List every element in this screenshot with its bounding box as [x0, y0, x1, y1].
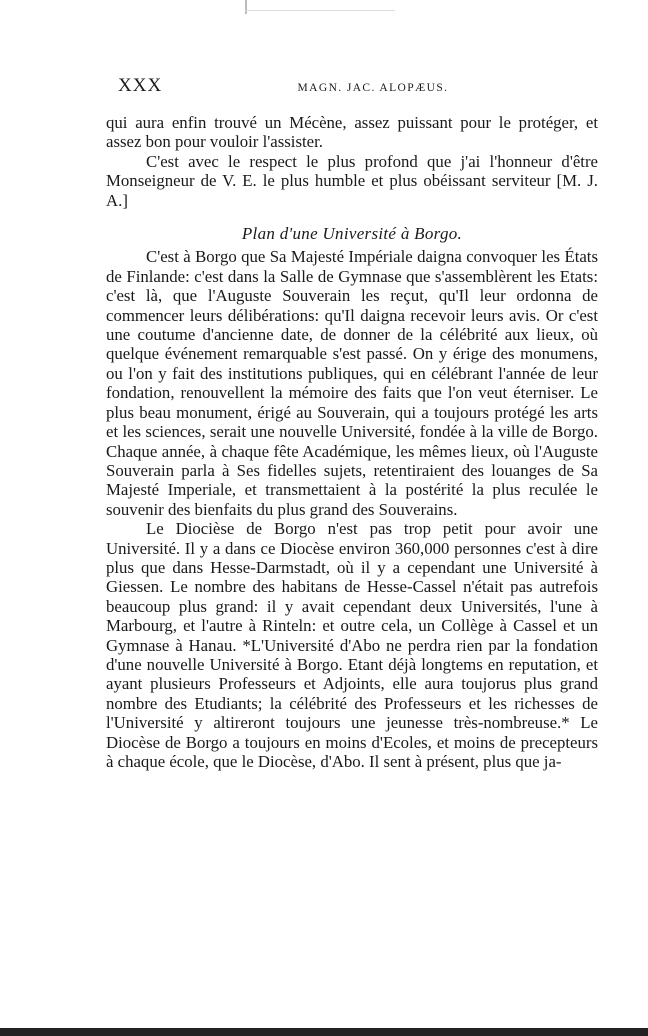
page-header: [108, 75, 598, 101]
running-head: MAGN. JAC. ALOPÆUS.: [297, 82, 449, 94]
paragraph-continuation: qui aura enfin trouvé un Mécène, assez puissant pour le protéger, et assez bon pour vouloir l'assister.: [106, 113, 598, 152]
scan-bottom-edge: [0, 1028, 648, 1036]
scan-edge-line: [245, 10, 395, 11]
paragraph-diocese: Le Diocièse de Borgo n'est pas trop petit pour avoir une Université. Il y a dans ce Diocèse environ 360,000 personnes c'est à dire plus que dans Hesse-Darmstadt, où il y a cependant une Université à Giessen. Le nombre des habitans de Hesse-Cassel n'était pas autrefois beaucoup plus grand: il y avait cependant deux Universités, l'une à Marbourg, et l'autre à Rinteln: et outre cela, un Collège à Cassel et un Gymnase à Hanau. *L'Université d'Abo ne perdra rien par la fondation d'une nouvelle Université à Borgo. Etant déjà longtems en reputation, et ayant plusieurs Professeurs et Adjoints, elle aura toujorus plus grand nombre des Etudiants; la célébrité des Professeurs et les richesses de l'Université y altireront toujours une jeunesse très-nombreuse.* Le Diocèse de Borgo a toujours en moins d'Ecoles, et moins de precepteurs à chaque école, que le Diocèse, d'Abo. Il sent à présent, plus que ja-: [106, 519, 598, 771]
paragraph-borgo: C'est à Borgo que Sa Majesté Impériale daigna convoquer les États de Finlande: c'est dans la Salle de Gymnase que s'assemblèrent les Etats: c'est là, que l'Auguste Souverain les reçut, qu'Il leur ordonna de commencer leurs délibérations: qu'Il daigna recevoir leurs avis. Or c'est une coutume d'ancienne date, de donner de la célébrité aux lieux, où quelque événement remarquable s'est passé. On y érige des monumens, ou l'on y fait des institutions publiques, qui en célébrant l'année de leur fondation, renouvellent la mémoire des faits que l'on veut éterniser. Le plus beau monument, érigé au Souverain, qui a toujours protégé les arts et les sciences, serait une nouvelle Université, fondée à la ville de Borgo. Chaque année, à chaque fête Académique, les mêmes lieux, où l'Auguste Souverain parla à Ses fidelles sujets, retentiraient des louanges de Sa Majesté Imperiale, et transmettaient à la postérité la plus reculée le souvenir des bienfaits du plus grand des Souverains.: [106, 247, 598, 519]
page-body: [106, 113, 598, 771]
paragraph-closing: C'est avec le respect le plus profond que j'ai l'honneur d'être Monseigneur de V. E. le plus humble et plus obéissant serviteur [M. J. A.]: [106, 151, 598, 210]
scan-edge-mark: [245, 0, 247, 14]
page-number: XXX: [118, 75, 163, 96]
section-title: Plan d'une Université à Borgo.: [241, 224, 463, 244]
